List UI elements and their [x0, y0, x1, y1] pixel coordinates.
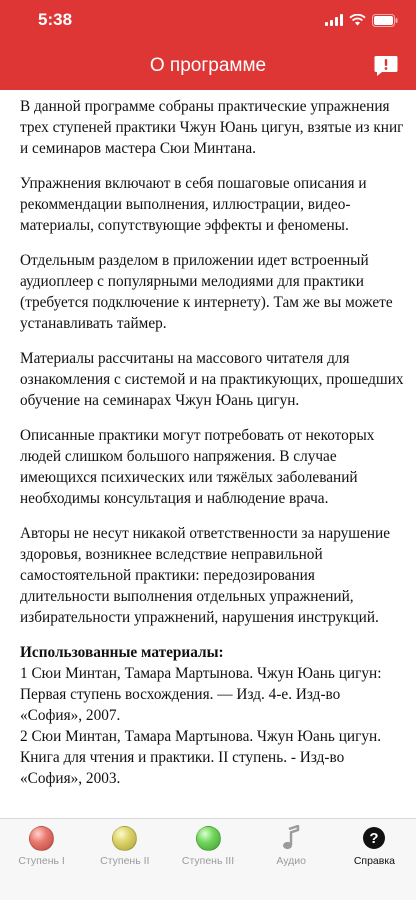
message-alert-icon	[374, 55, 398, 77]
signal-icon	[325, 14, 343, 26]
references-section	[20, 642, 404, 789]
tab-stage-3[interactable]	[166, 819, 249, 900]
tab-help[interactable]	[333, 819, 416, 900]
paragraph: Материалы рассчитаны на массового читателя для ознакомления с системой и на практикующих, прошедших обучение на семинарах Чжун Юань цигун.	[20, 350, 404, 409]
about-text	[20, 96, 404, 818]
tab-stage-1[interactable]	[0, 819, 83, 900]
reference-item: 2 Сюи Минтан, Тамара Мартынова. Чжун Юань цигун. Книга для чтения и практики. II ступень. - Изд-во «София», 2003.	[20, 728, 382, 787]
red-ball-icon	[29, 825, 55, 851]
music-note-icon	[278, 825, 304, 851]
status-icons	[325, 13, 398, 27]
app-header	[0, 0, 416, 90]
status-bar	[0, 0, 416, 40]
green-ball-icon	[195, 825, 221, 851]
feedback-button[interactable]	[374, 55, 398, 77]
paragraph: Описанные практики могут потребовать от некоторых людей слишком большого напряжения. В случае имеющихся психических или тяжёлых заболеваний необходимы консультация и наблюдение врача.	[20, 427, 375, 507]
yellow-ball-icon	[112, 825, 138, 851]
paragraph: Отдельным разделом в приложении идет встроенный аудиоплеер с популярными мелодиями для практики (требуется подключение к интернету). Там же вы можете устанавливать таймер.	[20, 252, 393, 332]
svg-text:?: ?	[369, 830, 379, 847]
status-time: 5:38	[38, 10, 73, 29]
reference-item: 1 Сюи Минтан, Тамара Мартынова. Чжун Юань цигун: Первая ступень восхождения. — Изд. 4-е. Изд-во «София», 2007.	[20, 665, 382, 724]
tab-label: Ступень I	[18, 855, 65, 867]
tab-label: Ступень III	[181, 855, 235, 867]
wifi-icon	[349, 14, 366, 26]
tab-audio[interactable]	[250, 819, 333, 900]
page-title: О программе	[149, 55, 267, 76]
paragraph: Авторы не несут никакой ответственности за нарушение здоровья, возникнее вследствие неправильной самостоятельной практики: передозирования длительности выполнения отдельных упражнений, избирательности упражнений, нарушения инструкций.	[20, 525, 391, 626]
help-circle-icon	[361, 825, 387, 851]
paragraph: Упражнения включают в себя пошаговые описания и рекоммендации выполнения, иллюстрации, видео-материалы, сопутствующие эффекты и феномены.	[20, 175, 367, 234]
tab-label: Справка	[353, 855, 396, 867]
references-title: Использованные материалы:	[20, 644, 224, 661]
tab-label: Аудио	[276, 855, 307, 867]
battery-icon	[372, 14, 398, 27]
tab-stage-2[interactable]	[83, 819, 166, 900]
paragraph: В данной программе собраны практические упражнения трех ступеней практики Чжун Юань цигун, взятые из книг и семинаров мастера Сюи Минтана.	[20, 98, 404, 157]
tab-bar	[0, 818, 416, 900]
tab-label: Ступень II	[100, 855, 150, 867]
